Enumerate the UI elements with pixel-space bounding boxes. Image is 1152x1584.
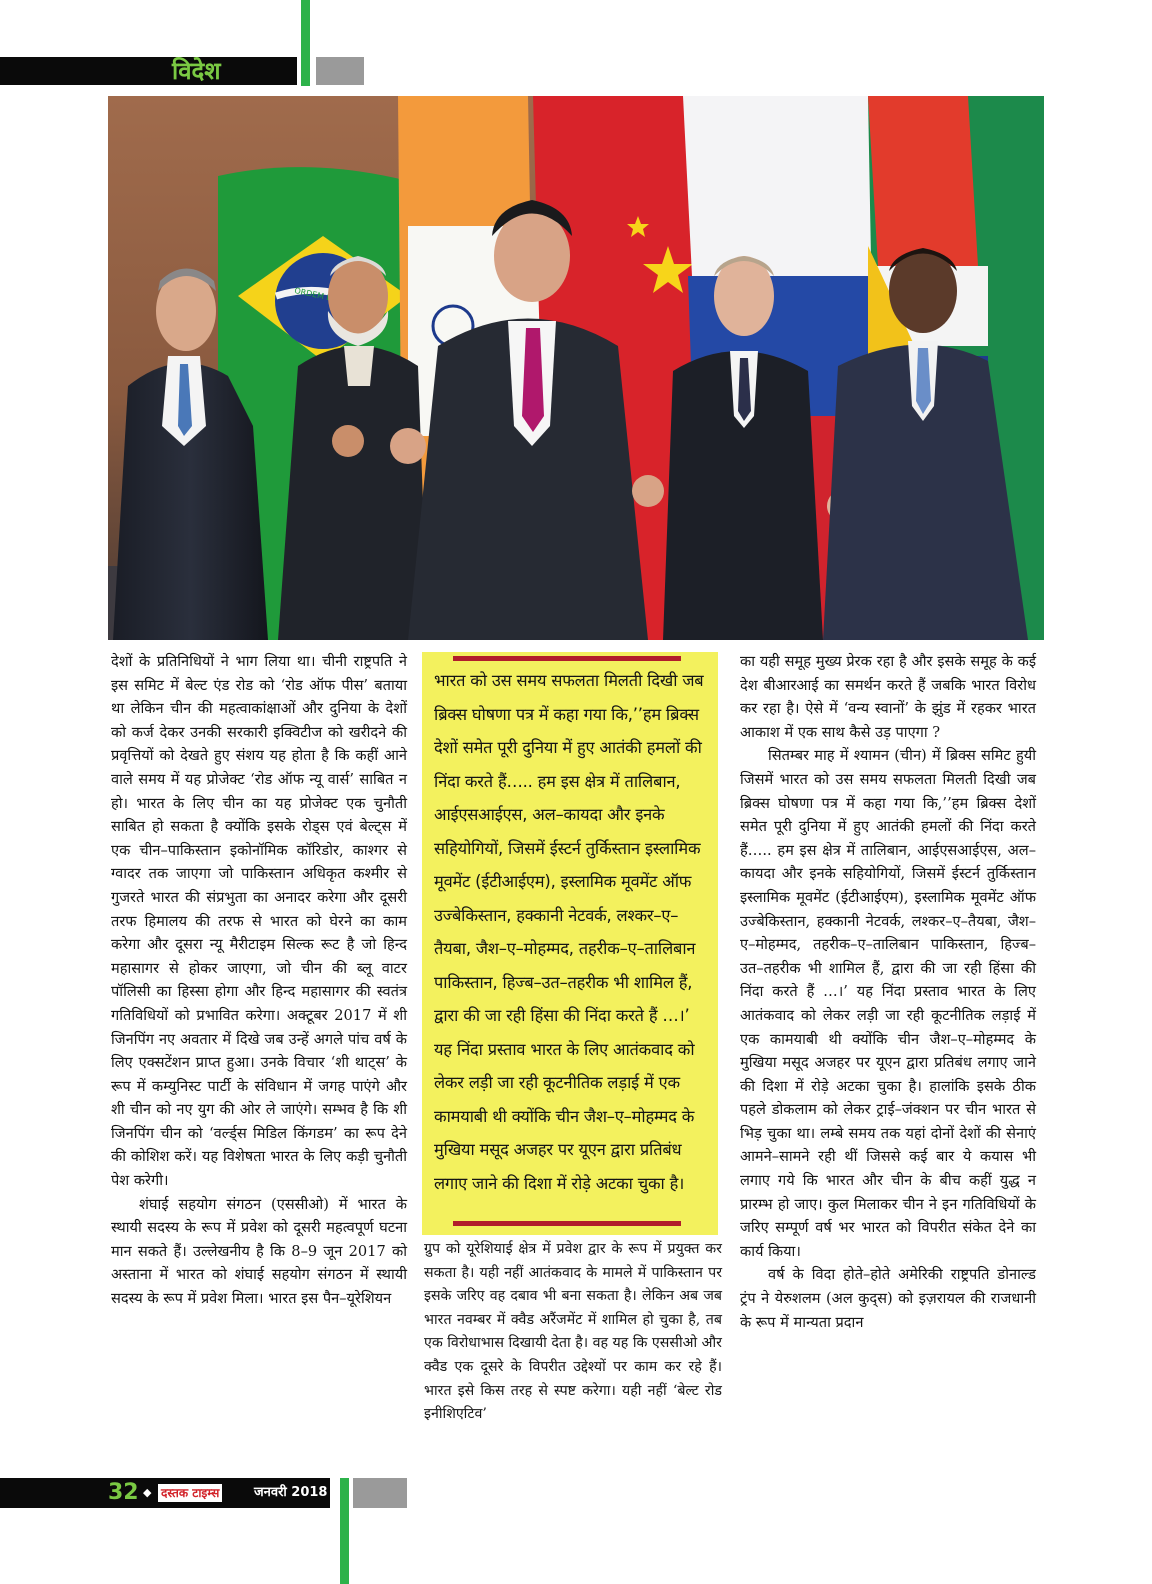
middle-paragraph-1: ग्रुप को यूरेशियाई क्षेत्र में प्रवेश द्वार के रूप में प्रयुक्त कर सकता है। यही नहीं आतंकवाद के मामले में पाकिस्तान पर इसके जरिए वह दबाव भी बना सकता है। लेकिन अब जब भारत नवम्बर में क्वैड अरैंजमेंट में शामिल हो चुका है, तब एक विरोधाभास दिखायी देता है। वह यह कि एससीओ और क्वैड एक दूसरे के विपरीत उद्देश्यों पर काम कर रहे हैं। भारत इसे किस तरह से स्पष्ट करेगा। यही नहीं ‘बेल्ट रोड इनीशिएटिव’ <box>424 1241 722 1423</box>
flag-motto: ORDEM <box>293 286 325 302</box>
footer-accent-stripe <box>340 1478 349 1584</box>
right-paragraph-2: सितम्बर माह में श्यामन (चीन) में ब्रिक्स समिट हुयी जिसमें भारत को उस समय सफलता मिलती दिखी जब ब्रिक्स घोषणा पत्र में कहा गया कि,’’हम ब्रिक्स देशों समेत पूरी दुनिया में हुए आतंकी हमलों की निंदा करते हैं….. हम इस क्षेत्र में तालिबान, आईएसआईएस, अल–कायदा और इनके सहियोगियों, जिसमें ईस्टर्न तुर्किस्तान इस्लामिक मूवमेंट (ईटीआईएम), इस्लामिक मूवमेंट ऑफ उज्बेकिस्तान, हक्कानी नेटवर्क, लश्कर–ए–तैयबा, जैश–ए–मोहम्मद, तहरीक–ए–तालिबान पाकिस्तान, हिज्ब–उत–तहरीक भी शामिल हैं, द्वारा की जा रही हिंसा की निंदा करते हैं …।’ यह निंदा प्रस्ताव भारत के लिए आतंकवाद को लेकर लड़ी जा रही कूटनीतिक लड़ाई में एक कामयाबी थी क्योंकि चीन जैश–ए–मोहम्मद के मुखिया मसूद अजहर पर यूएन द्वारा प्रतिबंध लगाए जाने की दिशा में रोड़े अटका चुका है। हालांकि इसके ठीक पहले डोकलाम को लेकर ट्राई–जंक्शन पर चीन भारत से भिड़ चुका था। लम्बे समय तक यहां दोनों देशों की सेनाएं आमने–सामने रही थीं जिससे कई बार ये कयास भी लगाए गये कि भारत और चीन के बीच कहीं युद्ध न प्रारम्भ हो जाए। कुल मिलाकर चीन ने इन गतिविधियों के जरिए सम्पूर्ण वर्ष भर भारत को विपरीत संकेत देने का कार्य किया। <box>740 747 1036 1260</box>
right-column <box>740 650 1036 1334</box>
header-accent-stripe <box>301 0 310 86</box>
diamond-icon: ◆ <box>143 1486 152 1499</box>
header-gray-block <box>316 57 364 85</box>
brics-leaders-photo <box>108 96 1044 640</box>
header-bar <box>0 57 297 85</box>
middle-column <box>424 1238 722 1427</box>
right-paragraph-3: वर्ष के विदा होते–होते अमेरिकी राष्ट्रपति डोनाल्ड ट्रंप ने येरुशलम (अल कुद्स) को इज़रायल की राजधानी के रूप में मान्यता प्रदान <box>740 1266 1036 1331</box>
pull-quote-bottom-rule <box>453 1221 681 1226</box>
issue-date: जनवरी 2018 <box>254 1485 328 1500</box>
pull-quote-text: भारत को उस समय सफलता मिलती दिखी जब ब्रिक्स घोषणा पत्र में कहा गया कि,’’हम ब्रिक्स देशों समेत पूरी दुनिया में हुए आतंकी हमलों की निंदा करते हैं….. हम इस क्षेत्र में तालिबान, आईएसआईएस, अल–कायदा और इनके सहियोगियों, जिसमें ईस्टर्न तुर्किस्तान इस्लामिक मूवमेंट (ईटीआईएम), इस्लामिक मूवमेंट ऑफ उज्बेकिस्तान, हक्कानी नेटवर्क, लश्कर–ए–तैयबा, जैश–ए–मोहम्मद, तहरीक–ए–तालिबान पाकिस्तान, हिज्ब–उत–तहरीक भी शामिल हैं, द्वारा की जा रही हिंसा की निंदा करते हैं …।’ यह निंदा प्रस्ताव भारत के लिए आतंकवाद को लेकर लड़ी जा रही कूटनीतिक लड़ाई में एक कामयाबी थी क्योंकि चीन जैश–ए–मोहम्मद के मुखिया मसूद अजहर पर यूएन द्वारा प्रतिबंध लगाए जाने की दिशा में रोड़े अटका चुका है। <box>434 671 704 1193</box>
footer-gray-block <box>353 1478 407 1508</box>
left-column <box>111 650 407 1311</box>
pull-quote-top-rule <box>453 656 681 661</box>
magazine-brand: दस्तक टाइम्स <box>158 1484 222 1502</box>
left-paragraph-1: देशों के प्रतिनिधियों ने भाग लिया था। चीनी राष्ट्रपति ने इस समिट में बेल्ट एंड रोड को ‘रोड ऑफ पीस’ बताया था लेकिन चीन की महत्वाकांक्षाओं और दुनिया के देशों को कर्ज देकर उनकी सरकारी इक्विटीज को खरीदने की प्रवृत्तियों को देखते हुए संशय यह होता है कि कहीं आने वाले समय में यह प्रोजेक्ट ‘रोड ऑफ न्यू वार्स’ साबित न हो। भारत के लिए चीन का यह प्रोजेक्ट एक चुनौती साबित हो सकता है क्योंकि इसके रोड्स एवं बेल्ट्स में एक चीन–पाकिस्तान इकोनॉमिक कॉरिडोर, काश्गर से ग्वादर तक जाएगा जो पाकिस्तान अधिकृत कश्मीर से गुजरते भारत की संप्रभुता का अनादर करेगा और दूसरी तरफ हिमालय की तरफ से भारत को घेरने का काम करेगा और दूसरा न्यू मैरीटाइम सिल्क रूट है जो हिन्द महासागर से होकर जाएगा, जो चीन की ब्लू वाटर पॉलिसी का हिस्सा होगा और हिन्द महासागर की स्वतंत्र गतिविधियों को प्रभावित करेगा। अक्टूबर 2017 में शी जिनपिंग नए अवतार में दिखे जब उन्हें अगले पांच वर्ष के लिए एक्सटेंशन प्राप्त हुआ। उनके विचार ‘शी थाट्स’ के रूप में कम्युनिस्ट पार्टी के संविधान में जगह पाएंगे और शी चीन को नए युग की ओर ले जाएंगे। सम्भव है कि शी जिनपिंग चीन को ‘वर्ल्ड्स मिडिल किंगडम’ का रूप देने की कोशिश करें। यह विशेषता भारत के लिए कड़ी चुनौती पेश करेगी। <box>111 653 407 1190</box>
right-paragraph-1: का यही समूह मुख्य प्रेरक रहा है और इसके समूह के कई देश बीआरआई का समर्थन करते हैं जबकि भारत विरोध कर रहा है। ऐसे में ‘वन्य स्वानों’ के झुंड में रहकर भारत आकाश में एक साथ कैसे उड़ पाएगा ? <box>740 653 1036 741</box>
page-number: 32 <box>108 1480 139 1505</box>
left-paragraph-2: शंघाई सहयोग संगठन (एससीओ) में भारत के स्थायी सदस्य के रूप में प्रवेश को दूसरी महत्वपूर्ण घटना मान सकते हैं। उल्लेखनीय है कि 8–9 जून 2017 को अस्ताना में भारत को शंघाई सहयोग संगठन में स्थायी सदस्य के रूप में प्रवेश मिला। भारत इस पैन–यूरेशियन <box>111 1195 407 1308</box>
section-title: विदेश <box>172 57 221 85</box>
